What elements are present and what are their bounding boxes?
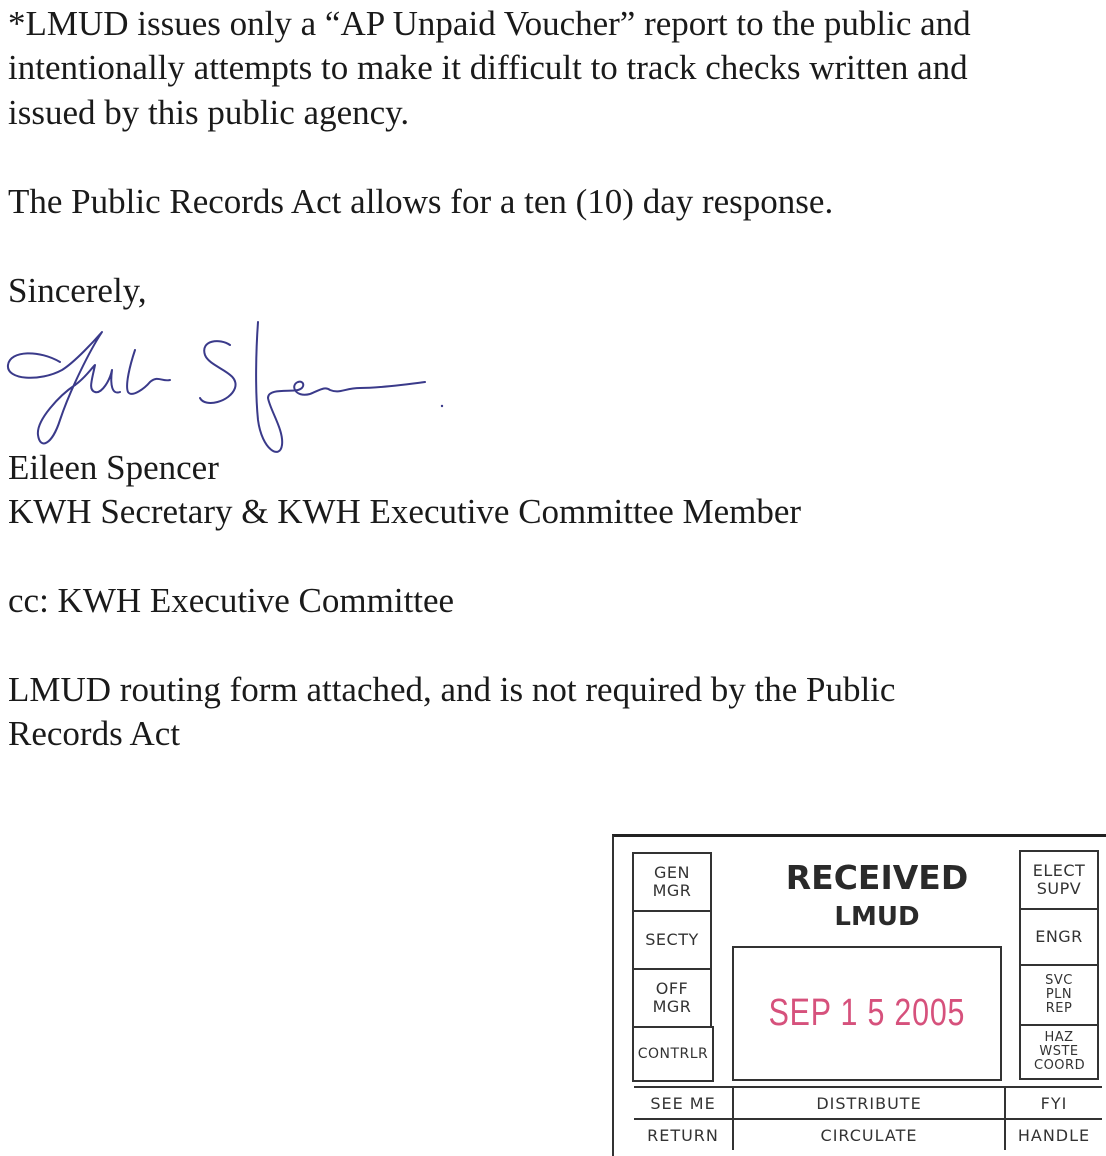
stamp-return: RETURN [634, 1118, 732, 1150]
stamp-label: OFF MGR [652, 979, 692, 1016]
stamp-label: HAZ WSTE COORD [1034, 1030, 1086, 1073]
paragraph-line-1: *LMUD issues only a “AP Unpaid Voucher” report to the public and [8, 4, 971, 43]
stamp-title: RECEIVED [785, 858, 969, 897]
stamp-circulate: CIRCULATE [732, 1118, 1004, 1150]
received-date: SEP 1 5 2005 [768, 992, 966, 1034]
stamp-cell-off-mgr [632, 968, 712, 1028]
date-box [732, 946, 1002, 1081]
stamp-label: GEN MGR [652, 863, 692, 900]
stamp-label: ELECT SUPV [1032, 861, 1086, 898]
response-statement: The Public Records Act allows for a ten (10) day response. [8, 182, 834, 221]
stamp-cell-svc-pln-rep [1019, 964, 1099, 1026]
stamp-cell-haz-wste-coord [1019, 1024, 1099, 1080]
stamp-cell-elect-supv [1019, 850, 1099, 910]
stamp-cell-engr: ENGR [1019, 908, 1099, 966]
stamp-distribute: DISTRIBUTE [732, 1086, 1004, 1118]
paragraph-line-2: intentionally attempts to make it difficult to track checks written and [8, 48, 968, 87]
note-line-1: LMUD routing form attached, and is not required by the Public [8, 670, 896, 709]
signer-name: Eileen Spencer [8, 448, 219, 487]
cc-line: cc: KWH Executive Committee [8, 581, 455, 620]
signer-title: KWH Secretary & KWH Executive Committee Member [8, 492, 802, 531]
stamp-label: SVC PLN REP [1045, 973, 1073, 1016]
paragraph-line-3: issued by this public agency. [8, 93, 410, 132]
closing: Sincerely, [8, 271, 147, 310]
stamp-cell-secty: SECTY [632, 910, 712, 970]
stamp-cell-contrlr: CONTRLR [632, 1026, 714, 1082]
stamp-see-me: SEE ME [634, 1086, 732, 1118]
stamp-handle: HANDLE [1004, 1118, 1102, 1150]
received-stamp [612, 834, 1106, 1153]
stamp-cell-gen-mgr [632, 852, 712, 912]
stamp-org: LMUD [834, 902, 920, 932]
stamp-fyi: FYI [1004, 1086, 1102, 1118]
note-line-2: Records Act [8, 714, 181, 753]
